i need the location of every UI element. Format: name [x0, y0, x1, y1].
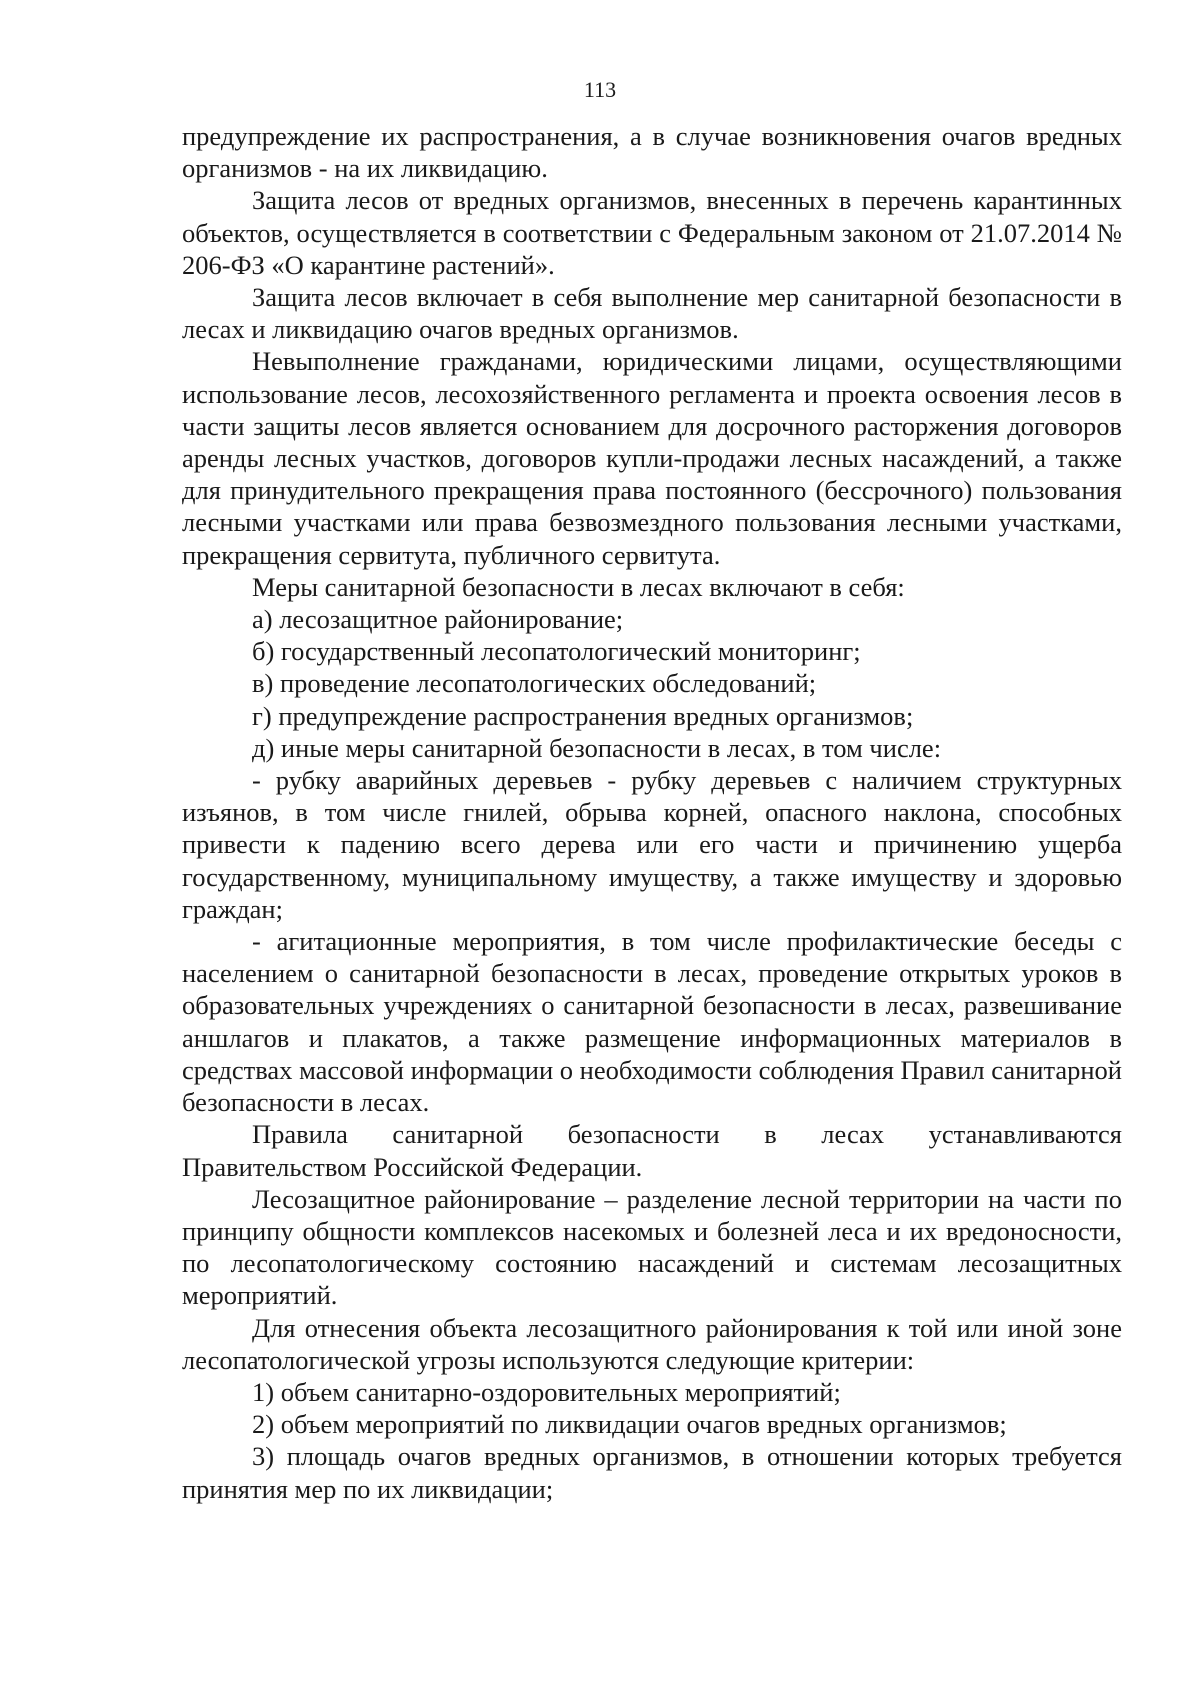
list-item: 1) объем санитарно-оздоровительных мероприятий;: [252, 1376, 841, 1407]
paragraph: Защита лесов от вредных организмов, внесенных в перечень карантинных объектов, осуществляется в соответствии с Федеральным законом от 21.07.2014 № 206-ФЗ «О карантине растений».: [182, 185, 1122, 280]
list-item: 2) объем мероприятий по ликвидации очагов вредных организмов;: [252, 1409, 1007, 1440]
list-item: б) государственный лесопатологический мониторинг;: [252, 636, 861, 667]
list-item: а) лесозащитное районирование;: [252, 604, 624, 635]
paragraph: предупреждение их распространения, а в случае возникновения очагов вредных организмов - на их ликвидацию.: [182, 121, 1122, 184]
page-number: 113: [583, 77, 617, 102]
paragraph: Правила санитарной безопасности в лесах устанавливаются Правительством Российской Федерации.: [182, 1119, 1122, 1182]
list-item: г) предупреждение распространения вредных организмов;: [252, 700, 914, 731]
paragraph: Невыполнение гражданами, юридическими лицами, осуществляющими использование лесов, лесохозяйственного регламента и проекта освоения лесов в части защиты лесов является основанием для досрочного расторжения договоров аренды лесных участков, договоров купли-продажи лесных насаждений, а также для принудительного прекращения права постоянного (бессрочного) пользования лесными участками или права безвозмездного пользования лесными участками, прекращения сервитута, публичного сервитута.: [182, 346, 1122, 570]
list-item: 3) площадь очагов вредных организмов, в отношении которых требуется принятия мер по их ликвидации;: [182, 1441, 1122, 1504]
bullet-item: - агитационные мероприятия, в том числе профилактические беседы с населением о санитарной безопасности в лесах, проведение открытых уроков в образовательных учреждениях о санитарной безопасности в лесах, развешивание аншлагов и плакатов, а также размещение информационных материалов в средствах массовой информации о необходимости соблюдения Правил санитарной безопасности в лесах.: [182, 926, 1122, 1118]
paragraph: Для отнесения объекта лесозащитного районирования к той или иной зоне лесопатологической угрозы используются следующие критерии:: [182, 1312, 1122, 1375]
paragraph: Меры санитарной безопасности в лесах включают в себя:: [252, 571, 905, 602]
list-item: д) иные меры санитарной безопасности в лесах, в том числе:: [252, 732, 942, 763]
paragraph: Лесозащитное районирование – разделение лесной территории на части по принципу общности комплексов насекомых и болезней леса и их вредоносности, по лесопатологическому состоянию насаждений и системам лесозащитных мероприятий.: [182, 1183, 1122, 1311]
paragraph: Защита лесов включает в себя выполнение мер санитарной безопасности в лесах и ликвидацию очагов вредных организмов.: [182, 282, 1122, 345]
bullet-item: - рубку аварийных деревьев - рубку деревьев с наличием структурных изъянов, в том числе гнилей, обрыва корней, опасного наклона, способных привести к падению всего дерева или его части и причинению ущерба государственному, муниципальному имуществу, а также имуществу и здоровью граждан;: [182, 765, 1122, 924]
list-item: в) проведение лесопатологических обследований;: [252, 668, 817, 699]
document-body: [182, 120, 1122, 1505]
